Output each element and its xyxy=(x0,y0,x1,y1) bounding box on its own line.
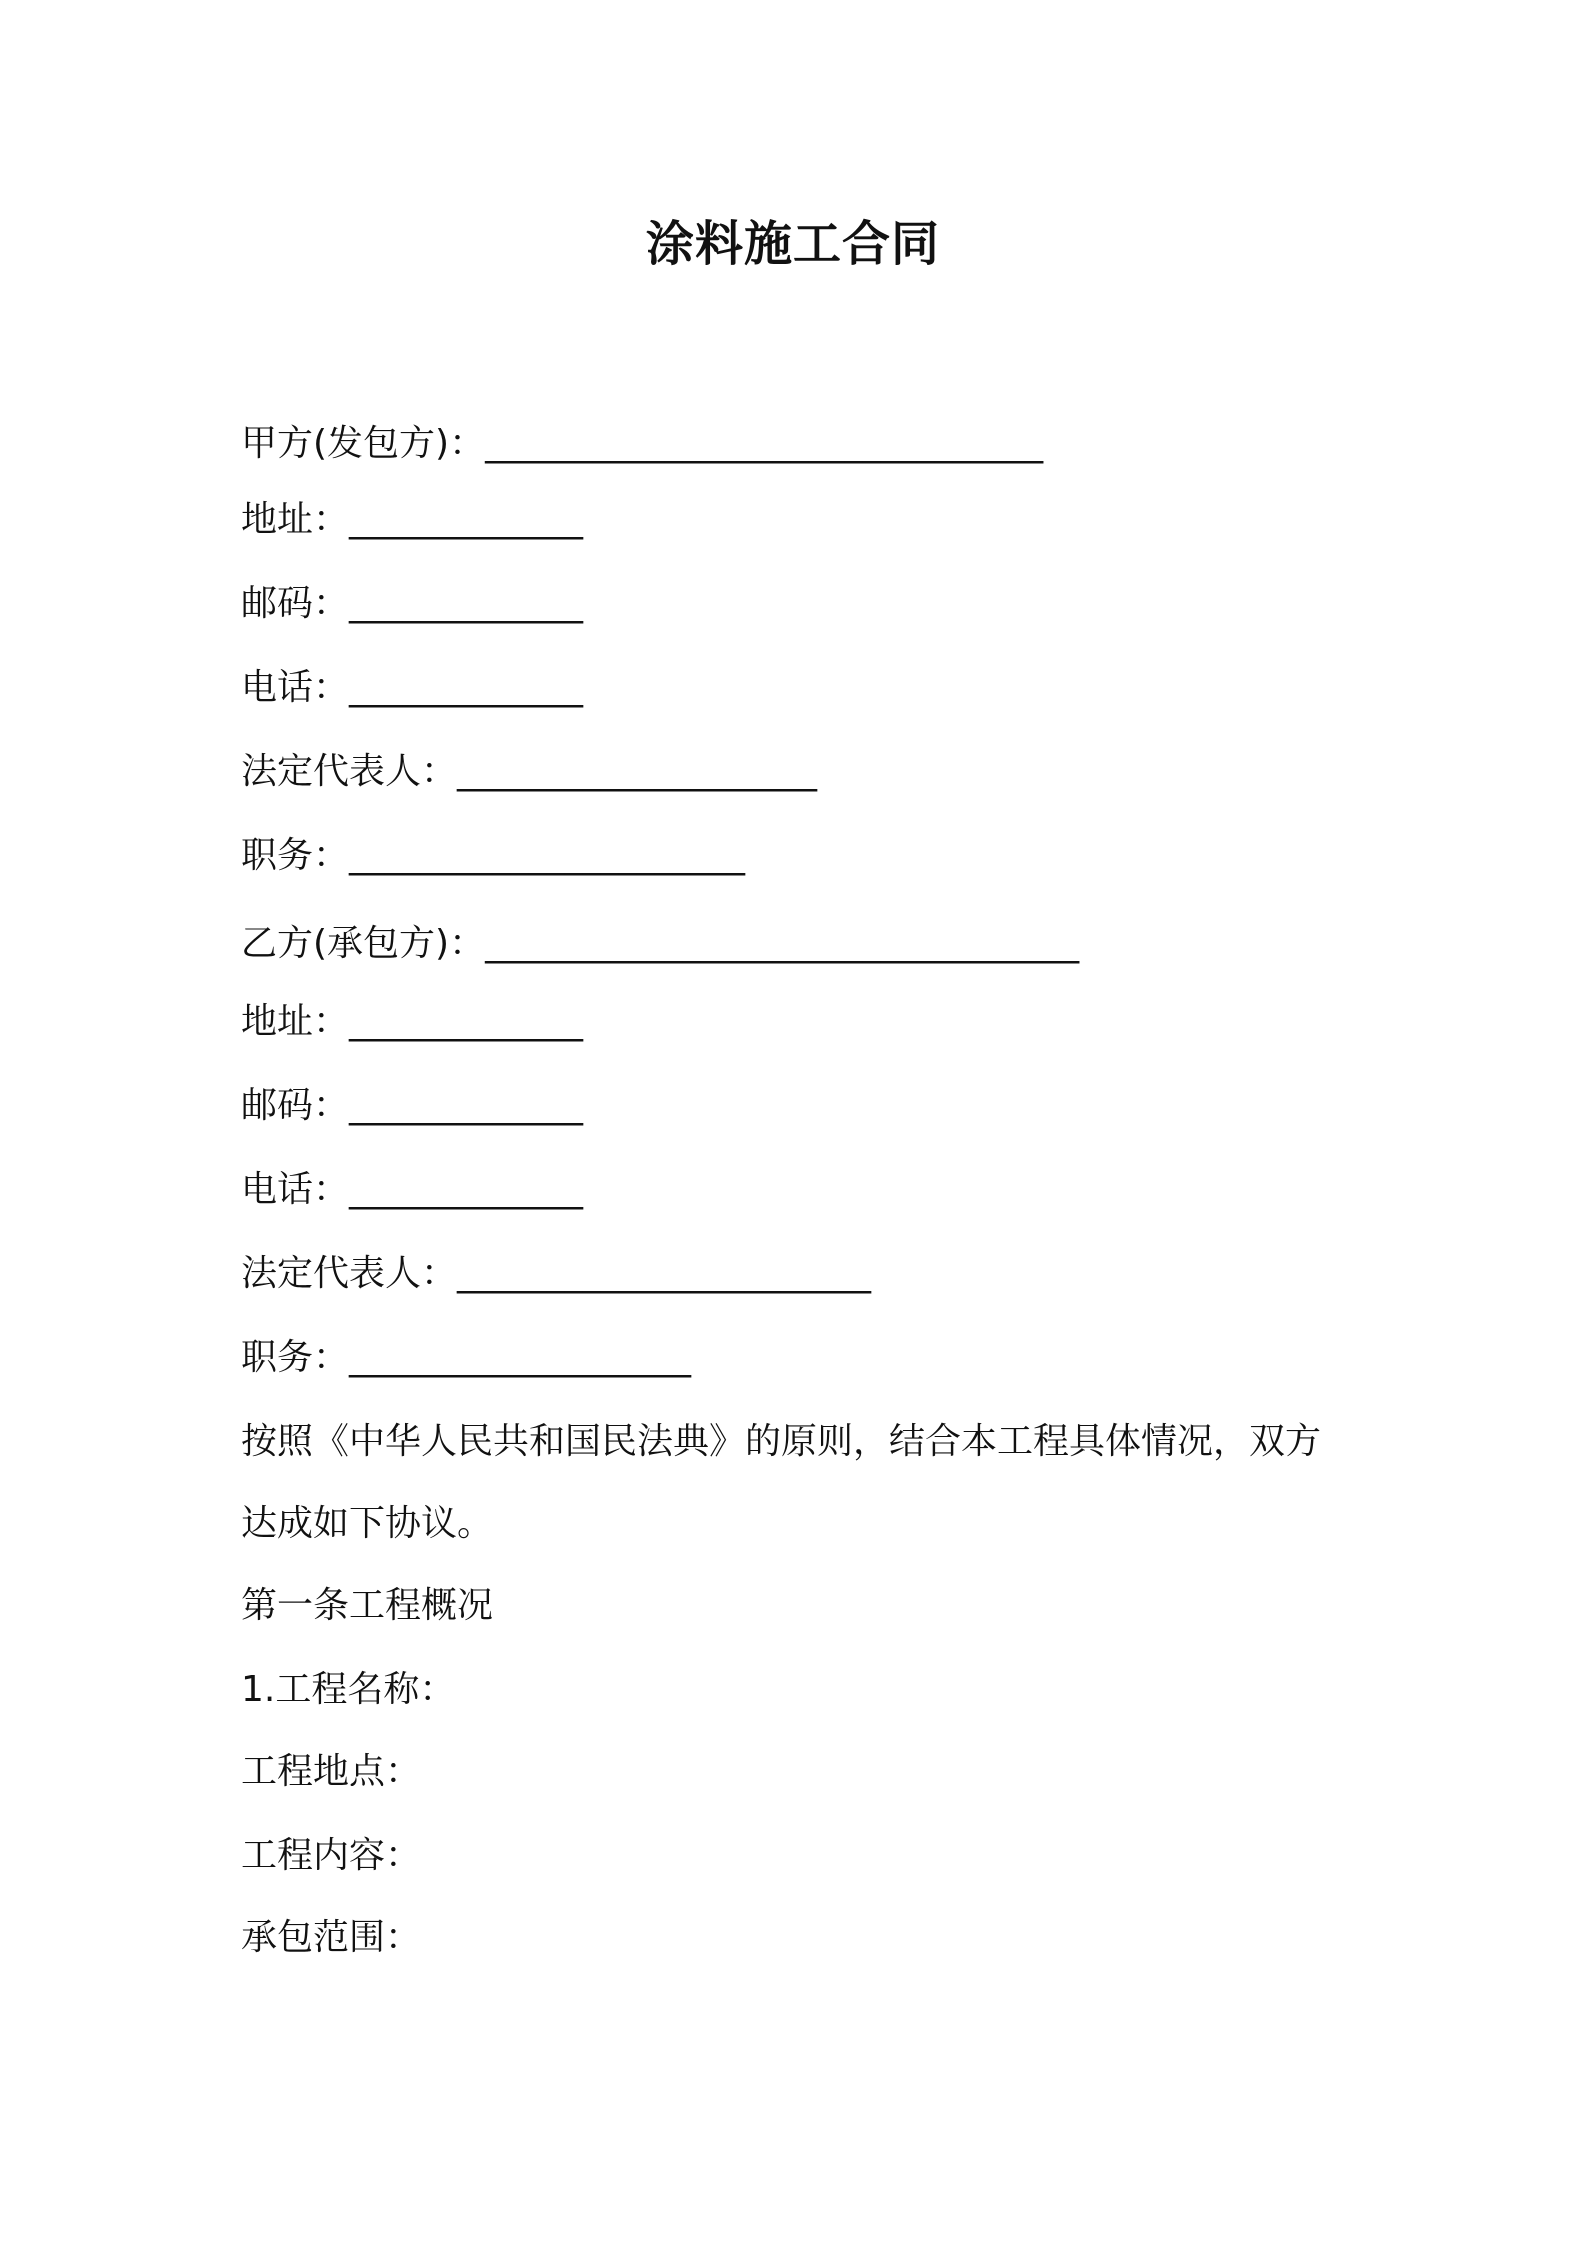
preamble-line-2: 达成如下协议。 xyxy=(241,1503,494,1544)
party-b-address-line: 地址：_____________ xyxy=(241,1001,584,1042)
project-content-line: 工程内容： xyxy=(241,1835,422,1876)
project-name-line: 1.工程名称： xyxy=(241,1669,456,1710)
document-title: 涂料施工合同 xyxy=(645,216,940,272)
party-b-phone-line: 电话：_____________ xyxy=(241,1169,584,1210)
party-a-address-line: 地址：_____________ xyxy=(241,499,584,540)
article-1-heading: 第一条工程概况 xyxy=(241,1585,494,1626)
party-a-legal-rep-line: 法定代表人：____________________ xyxy=(241,751,818,792)
party-b-postcode-line: 邮码：_____________ xyxy=(241,1085,584,1126)
preamble-line-1: 按照《中华人民共和国民法典》的原则，结合本工程具体情况，双方 xyxy=(241,1421,1322,1462)
party-b-position-line: 职务：___________________ xyxy=(241,1337,692,1378)
party-a-name-line: 甲方(发包方)：_______________________________ xyxy=(241,423,1044,464)
party-a-position-line: 职务：______________________ xyxy=(241,835,746,876)
project-location-line: 工程地点： xyxy=(241,1751,422,1792)
party-b-name-line: 乙方(承包方)：_________________________________ xyxy=(241,923,1080,964)
party-a-postcode-line: 邮码：_____________ xyxy=(241,583,584,624)
party-a-phone-line: 电话：_____________ xyxy=(241,667,584,708)
contract-scope-line: 承包范围： xyxy=(241,1917,422,1958)
party-b-legal-rep-line: 法定代表人：_______________________ xyxy=(241,1253,872,1294)
